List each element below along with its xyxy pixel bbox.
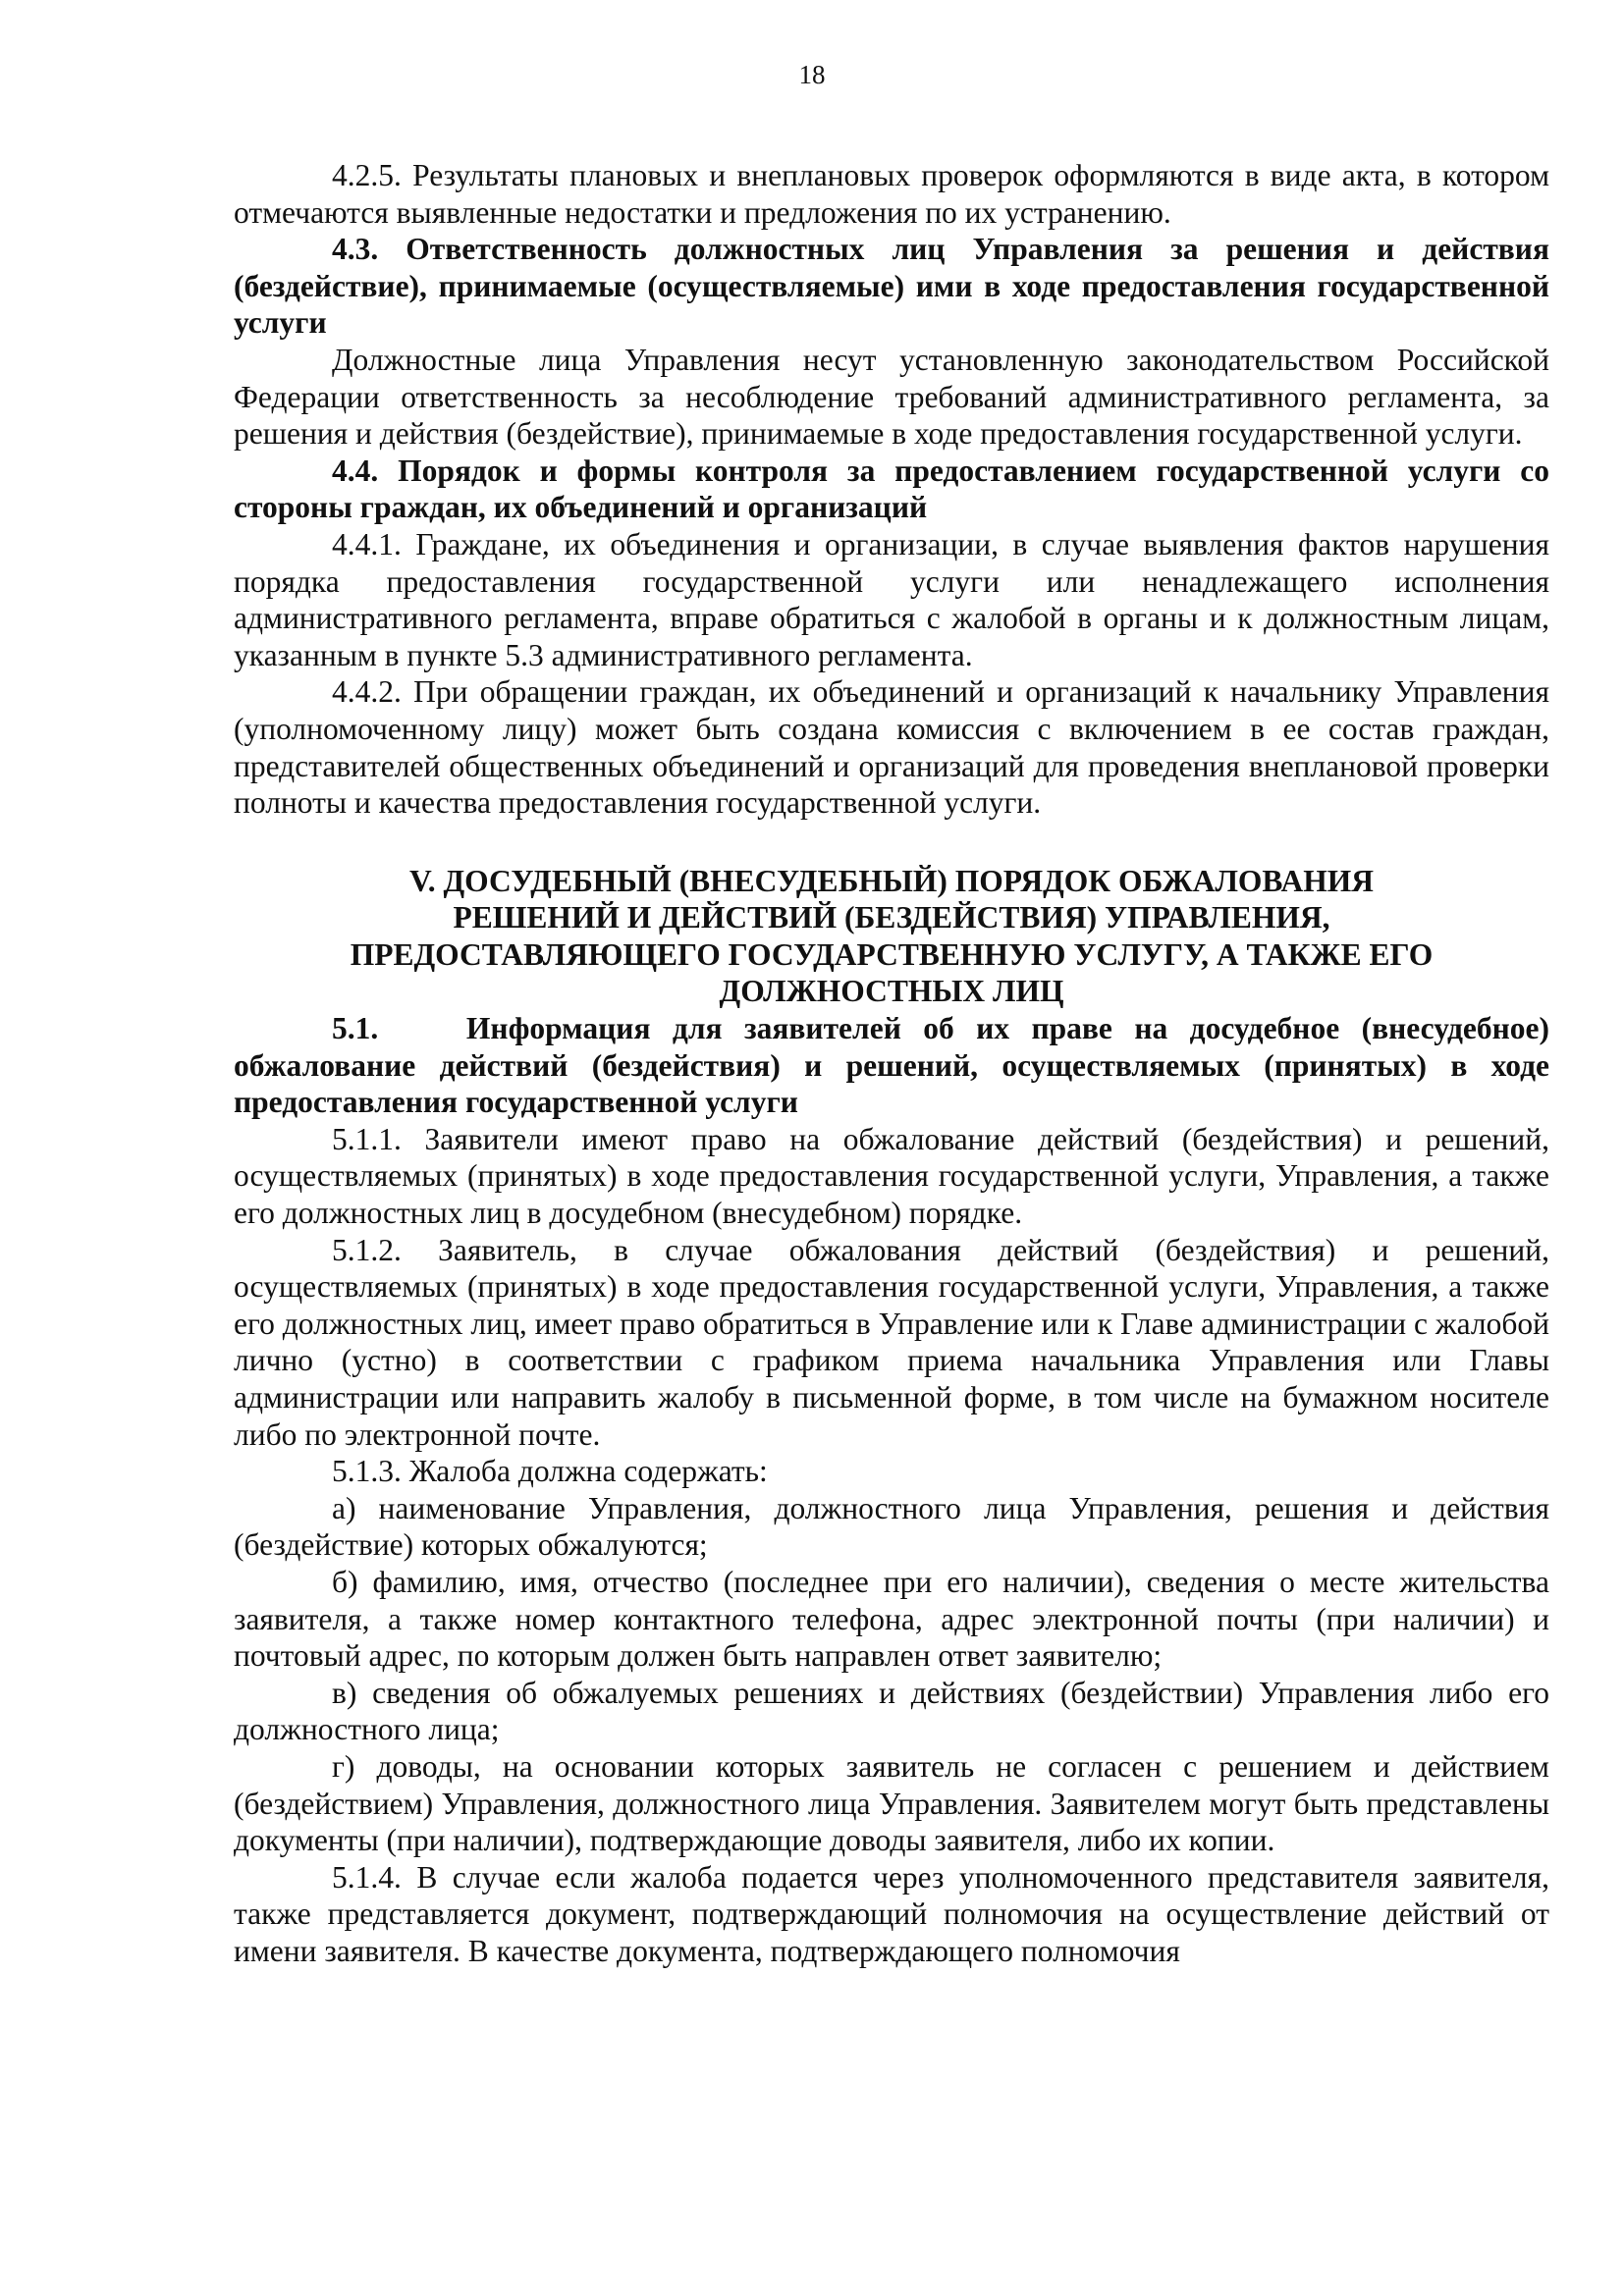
paragraph-5-1-3: 5.1.3. Жалоба должна содержать: — [332, 1454, 768, 1489]
list-item-g: г) доводы, на основании которых заявитель не согласен с решением и действием (бездействием) Управления, должностного лица Управления. Заявителем могут быть представлены документы (при наличии), подтверждающие доводы заявителя, либо их копии. — [234, 1748, 1549, 1858]
paragraph-5-1-1: 5.1.1. Заявители имеют право на обжалование действий (бездействия) и решений, осуществляемых (принятых) в ходе предоставления государственной услуги, Управления, а также его должностных лиц в досудебном (внесудебном) порядке. — [234, 1121, 1549, 1231]
paragraph-4-2-5: 4.2.5. Результаты плановых и внеплановых проверок оформляются в виде акта, в котором отмечаются выявленные недостатки и предложения по их устранению. — [234, 158, 1549, 230]
chapter-title-line: РЕШЕНИЙ И ДЕЙСТВИЙ (БЕЗДЕЙСТВИЯ) УПРАВЛЕНИЯ, — [453, 900, 1330, 935]
section-spacer — [234, 822, 1549, 863]
list-item-a: а) наименование Управления, должностного лица Управления, решения и действия (бездействие) которых обжалуются; — [234, 1490, 1549, 1563]
chapter-title-line: ДОЛЖНОСТНЫХ ЛИЦ — [719, 974, 1064, 1009]
chapter-title-line: V. ДОСУДЕБНЫЙ (ВНЕСУДЕБНЫЙ) ПОРЯДОК ОБЖАЛОВАНИЯ — [409, 863, 1374, 898]
paragraph-4-3: Должностные лица Управления несут установленную законодательством Российской Федерации ответственность за несоблюдение требований административного регламента, за решения и действия (бездействие), принимаемые в ходе предоставления государственной услуги. — [234, 342, 1549, 452]
document-body — [234, 157, 1557, 1970]
heading-4-4: 4.4. Порядок и формы контроля за предоставлением государственной услуги со стороны граждан, их объединений и организаций — [234, 453, 1549, 525]
paragraph-4-4-2: 4.4.2. При обращении граждан, их объединений и организаций к начальнику Управления (уполномоченному лицу) может быть создана комиссия с включением в ее состав граждан, представителей общественных объединений и организаций для проведения внеплановой проверки полноты и качества предоставления государственной услуги. — [234, 674, 1549, 821]
paragraph-5-1-4: 5.1.4. В случае если жалоба подается через уполномоченного представителя заявителя, также представляется документ, подтверждающий полномочия на осуществление действий от имени заявителя. В качестве документа, подтверждающего полномочия — [234, 1859, 1549, 1968]
heading-4-3: 4.3. Ответственность должностных лиц Управления за решения и действия (бездействие), принимаемые (осуществляемые) ими в ходе предоставления государственной услуги — [234, 232, 1549, 341]
paragraph-5-1-2: 5.1.2. Заявитель, в случае обжалования действий (бездействия) и решений, осуществляемых (принятых) в ходе предоставления государственной услуги, Управления, а также его должностных лиц, имеет право обратиться в Управление или к Главе администрации с жалобой лично (устно) в соответствии с графиком приема начальника Управления или Главы администрации или направить жалобу в письменной форме, в том числе на бумажном носителе либо по электронной почте. — [234, 1232, 1549, 1452]
list-item-v: в) сведения об обжалуемых решениях и действиях (бездействии) Управления либо его должностного лица; — [234, 1675, 1549, 1747]
chapter-5-title — [234, 863, 1549, 1010]
list-item-b: б) фамилию, имя, отчество (последнее при его наличии), сведения о месте жительства заявителя, а также номер контактного телефона, адрес электронной почты (при наличии) и почтовый адрес, по которым должен быть направлен ответ заявителю; — [234, 1564, 1549, 1674]
page-number: 18 — [798, 60, 826, 89]
heading-5-1: 5.1. Информация для заявителей об их праве на досудебное (внесудебное) обжалование действий (бездействия) и решений, осуществляемых (принятых) в ходе предоставления государственной услуги — [234, 1011, 1557, 1120]
paragraph-4-4-1: 4.4.1. Граждане, их объединения и организации, в случае выявления фактов нарушения порядка предоставления государственной услуги или ненадлежащего исполнения административного регламента, вправе обратиться с жалобой в органы и к должностным лицам, указанным в пункте 5.3 административного регламента. — [234, 526, 1549, 672]
chapter-title-line: ПРЕДОСТАВЛЯЮЩЕГО ГОСУДАРСТВЕННУЮ УСЛУГУ, А ТАКЖЕ ЕГО — [350, 936, 1434, 972]
